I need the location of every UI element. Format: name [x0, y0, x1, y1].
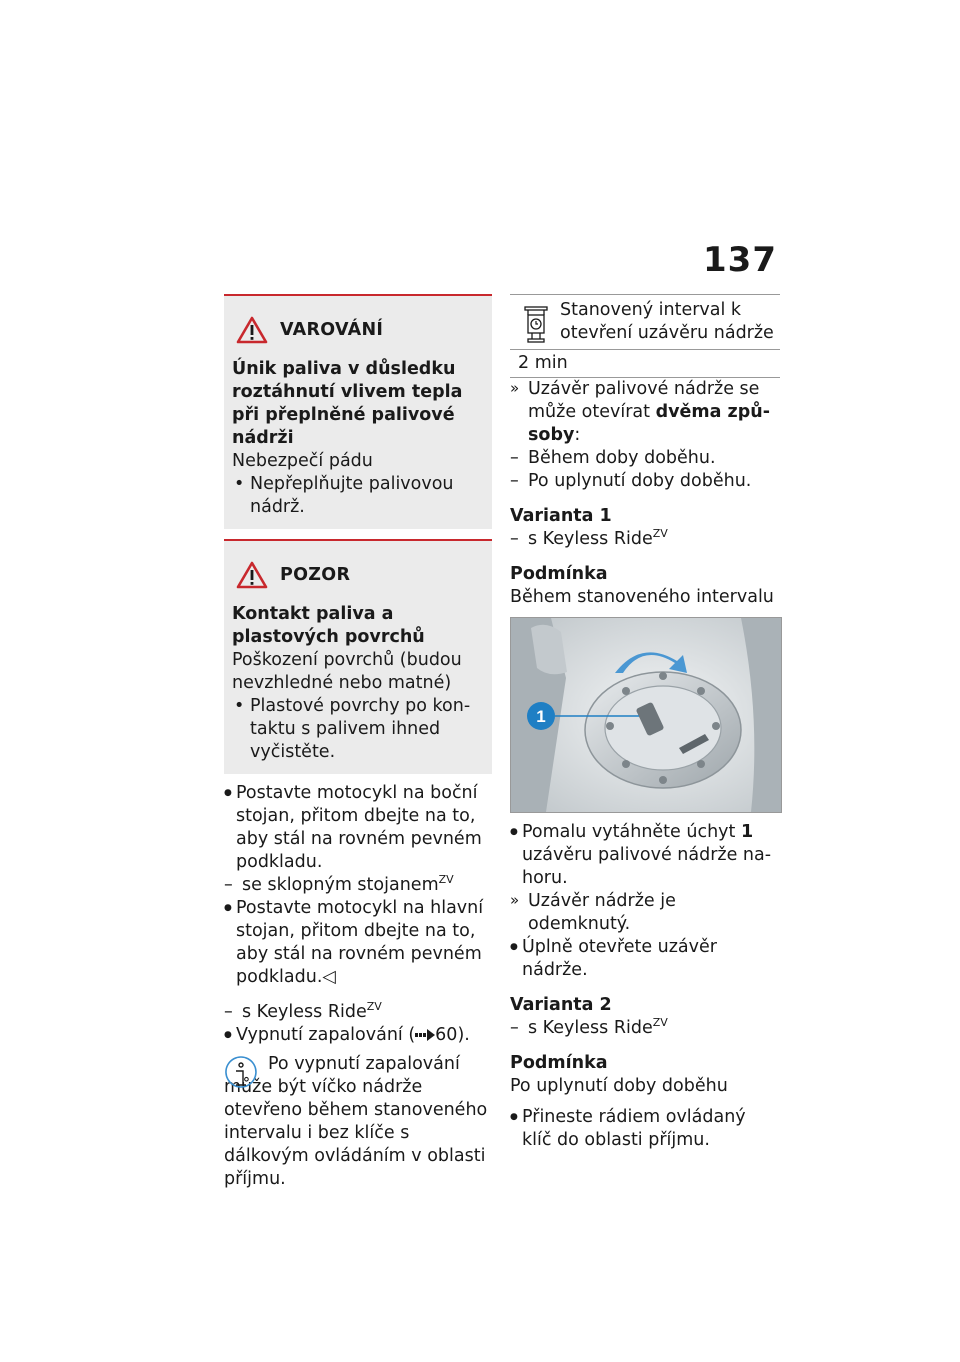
step-side-stand-text: ● Postavte motocykl na boční stojan, přitom dbejte na to, aby stál na rovném pevném podkladu. [236, 783, 482, 872]
step-pull-handle-prefix: Pomalu vytáhněte úchyt [522, 822, 741, 842]
step-bring-key [510, 1106, 780, 1152]
condition-side-stand [224, 874, 492, 897]
left-column [224, 294, 492, 1191]
warning-header [236, 316, 484, 344]
warning-heading: Únik paliva v důsledku roztáhnutí vlivem tepla při přeplněné palivové nádrži [232, 359, 463, 448]
step-ignition-off-text [236, 1024, 492, 1047]
tank-timer-icon [522, 305, 550, 345]
variant1-title: Varianta 1 [510, 506, 612, 526]
way-during-runtime: – Během doby doběhu. [510, 447, 780, 470]
way-after-runtime: – Po uplynutí doby doběhu. [510, 470, 780, 493]
warning-triangle-icon [236, 316, 268, 344]
variant2-title: Varianta 2 [510, 995, 612, 1015]
result-two-ways [510, 378, 780, 447]
spec-value: 2 min [518, 353, 568, 373]
variant2-condition: Po uplynutí doby doběhu [510, 1076, 728, 1096]
caution-header [236, 561, 484, 589]
warning-action: • Nepřeplňujte palivovou nádrž. [232, 473, 484, 519]
sup-zv: ZV [652, 527, 668, 541]
sup-zv: ZV [652, 1016, 668, 1030]
result-unlocked: » Uzávěr nádrže je odemknutý. [510, 890, 780, 936]
caution-consequence: Poškození povrchů (budou nevzhledné nebo matné) [232, 650, 462, 693]
step-ignition-off [224, 1024, 492, 1047]
caution-title: POZOR [280, 564, 351, 585]
result-two-ways-prefix: Uzávěr palivové nádrže se může otevírat [528, 379, 760, 422]
step-pull-handle-suffix: uzávěru palivové nádrže nahoru. [522, 845, 772, 888]
step-pull-handle-num: 1 [740, 822, 754, 842]
spec-header [510, 295, 780, 350]
step-ignition-off-suffix: ). [457, 1025, 470, 1045]
condition-side-stand-text: se sklopným stojanem [242, 875, 439, 895]
step-open-cap [510, 936, 780, 982]
page-number: 137 [703, 240, 777, 280]
info-note [224, 1053, 492, 1191]
variant1-condition: Během stanoveného intervalu [510, 587, 774, 607]
warning-notice [224, 294, 492, 529]
info-text: Po vypnutí zapalování může být víčko nádrže otevřeno během stanoveného intervalu i bez klíče s dálkovým ovládáním v oblasti příjmu. [224, 1054, 488, 1189]
spec-table [510, 294, 780, 378]
fuel-cap-photo [510, 617, 782, 813]
step-open-cap-text: ● Úplně otevřete uzávěr nádrže. [522, 937, 717, 980]
step-bring-key-text: ● Přineste rádiem ovládaný klíč do oblasti příjmu. [522, 1107, 746, 1150]
caution-triangle-icon [236, 561, 268, 589]
variant1-condition-keyless [510, 528, 780, 551]
caution-heading: Kontakt paliva a plastových povrchů [232, 604, 425, 647]
sup-zv: ZV [366, 1000, 382, 1014]
step-ignition-off-prefix: Vypnutí zapalování ( [236, 1025, 416, 1045]
step-main-stand [224, 897, 492, 989]
caution-notice [224, 539, 492, 774]
warning-consequence: Nebezpečí pádu [232, 451, 373, 471]
end-mark: ◁ [322, 967, 336, 987]
info-icon [224, 1055, 258, 1095]
condition-keyless-text: s Keyless Ride [242, 1002, 367, 1022]
variant1-condition-keyless-text: s Keyless Ride [528, 529, 653, 549]
step-main-stand-text [236, 897, 492, 989]
variant2-condition-keyless [510, 1017, 780, 1040]
step-side-stand [224, 782, 492, 874]
condition-keyless [224, 1001, 492, 1024]
caution-action: • Plastové povrchy po kontaktu s palivem ihned vyčistěte. [232, 695, 484, 764]
page-reference-arrow-icon [415, 1029, 435, 1041]
fuel-cap-illustration [511, 618, 781, 812]
warning-title: VAROVÁNÍ [280, 319, 384, 340]
result-two-ways-suffix: : [574, 425, 581, 445]
result-two-ways-bold: dvěma způsoby [528, 402, 770, 445]
photo-callout-1: 1 [536, 707, 546, 726]
spec-label: Stanovený interval k otevření uzávěru nádrže [560, 300, 774, 343]
page-reference-link[interactable]: 60 [435, 1025, 458, 1045]
variant1-condition-title: Podmínka [510, 564, 608, 584]
step-pull-handle [510, 821, 780, 890]
step-pull-handle-text [522, 821, 780, 890]
right-column [510, 294, 780, 1152]
sup-zv: ZV [438, 873, 454, 887]
step-main-stand-body: Postavte motocykl na hlavní stojan, přitom dbejte na to, aby stál na rovném pevném podkladu. [236, 898, 484, 987]
variant2-condition-title: Podmínka [510, 1053, 608, 1073]
variant2-condition-keyless-text: s Keyless Ride [528, 1018, 653, 1038]
